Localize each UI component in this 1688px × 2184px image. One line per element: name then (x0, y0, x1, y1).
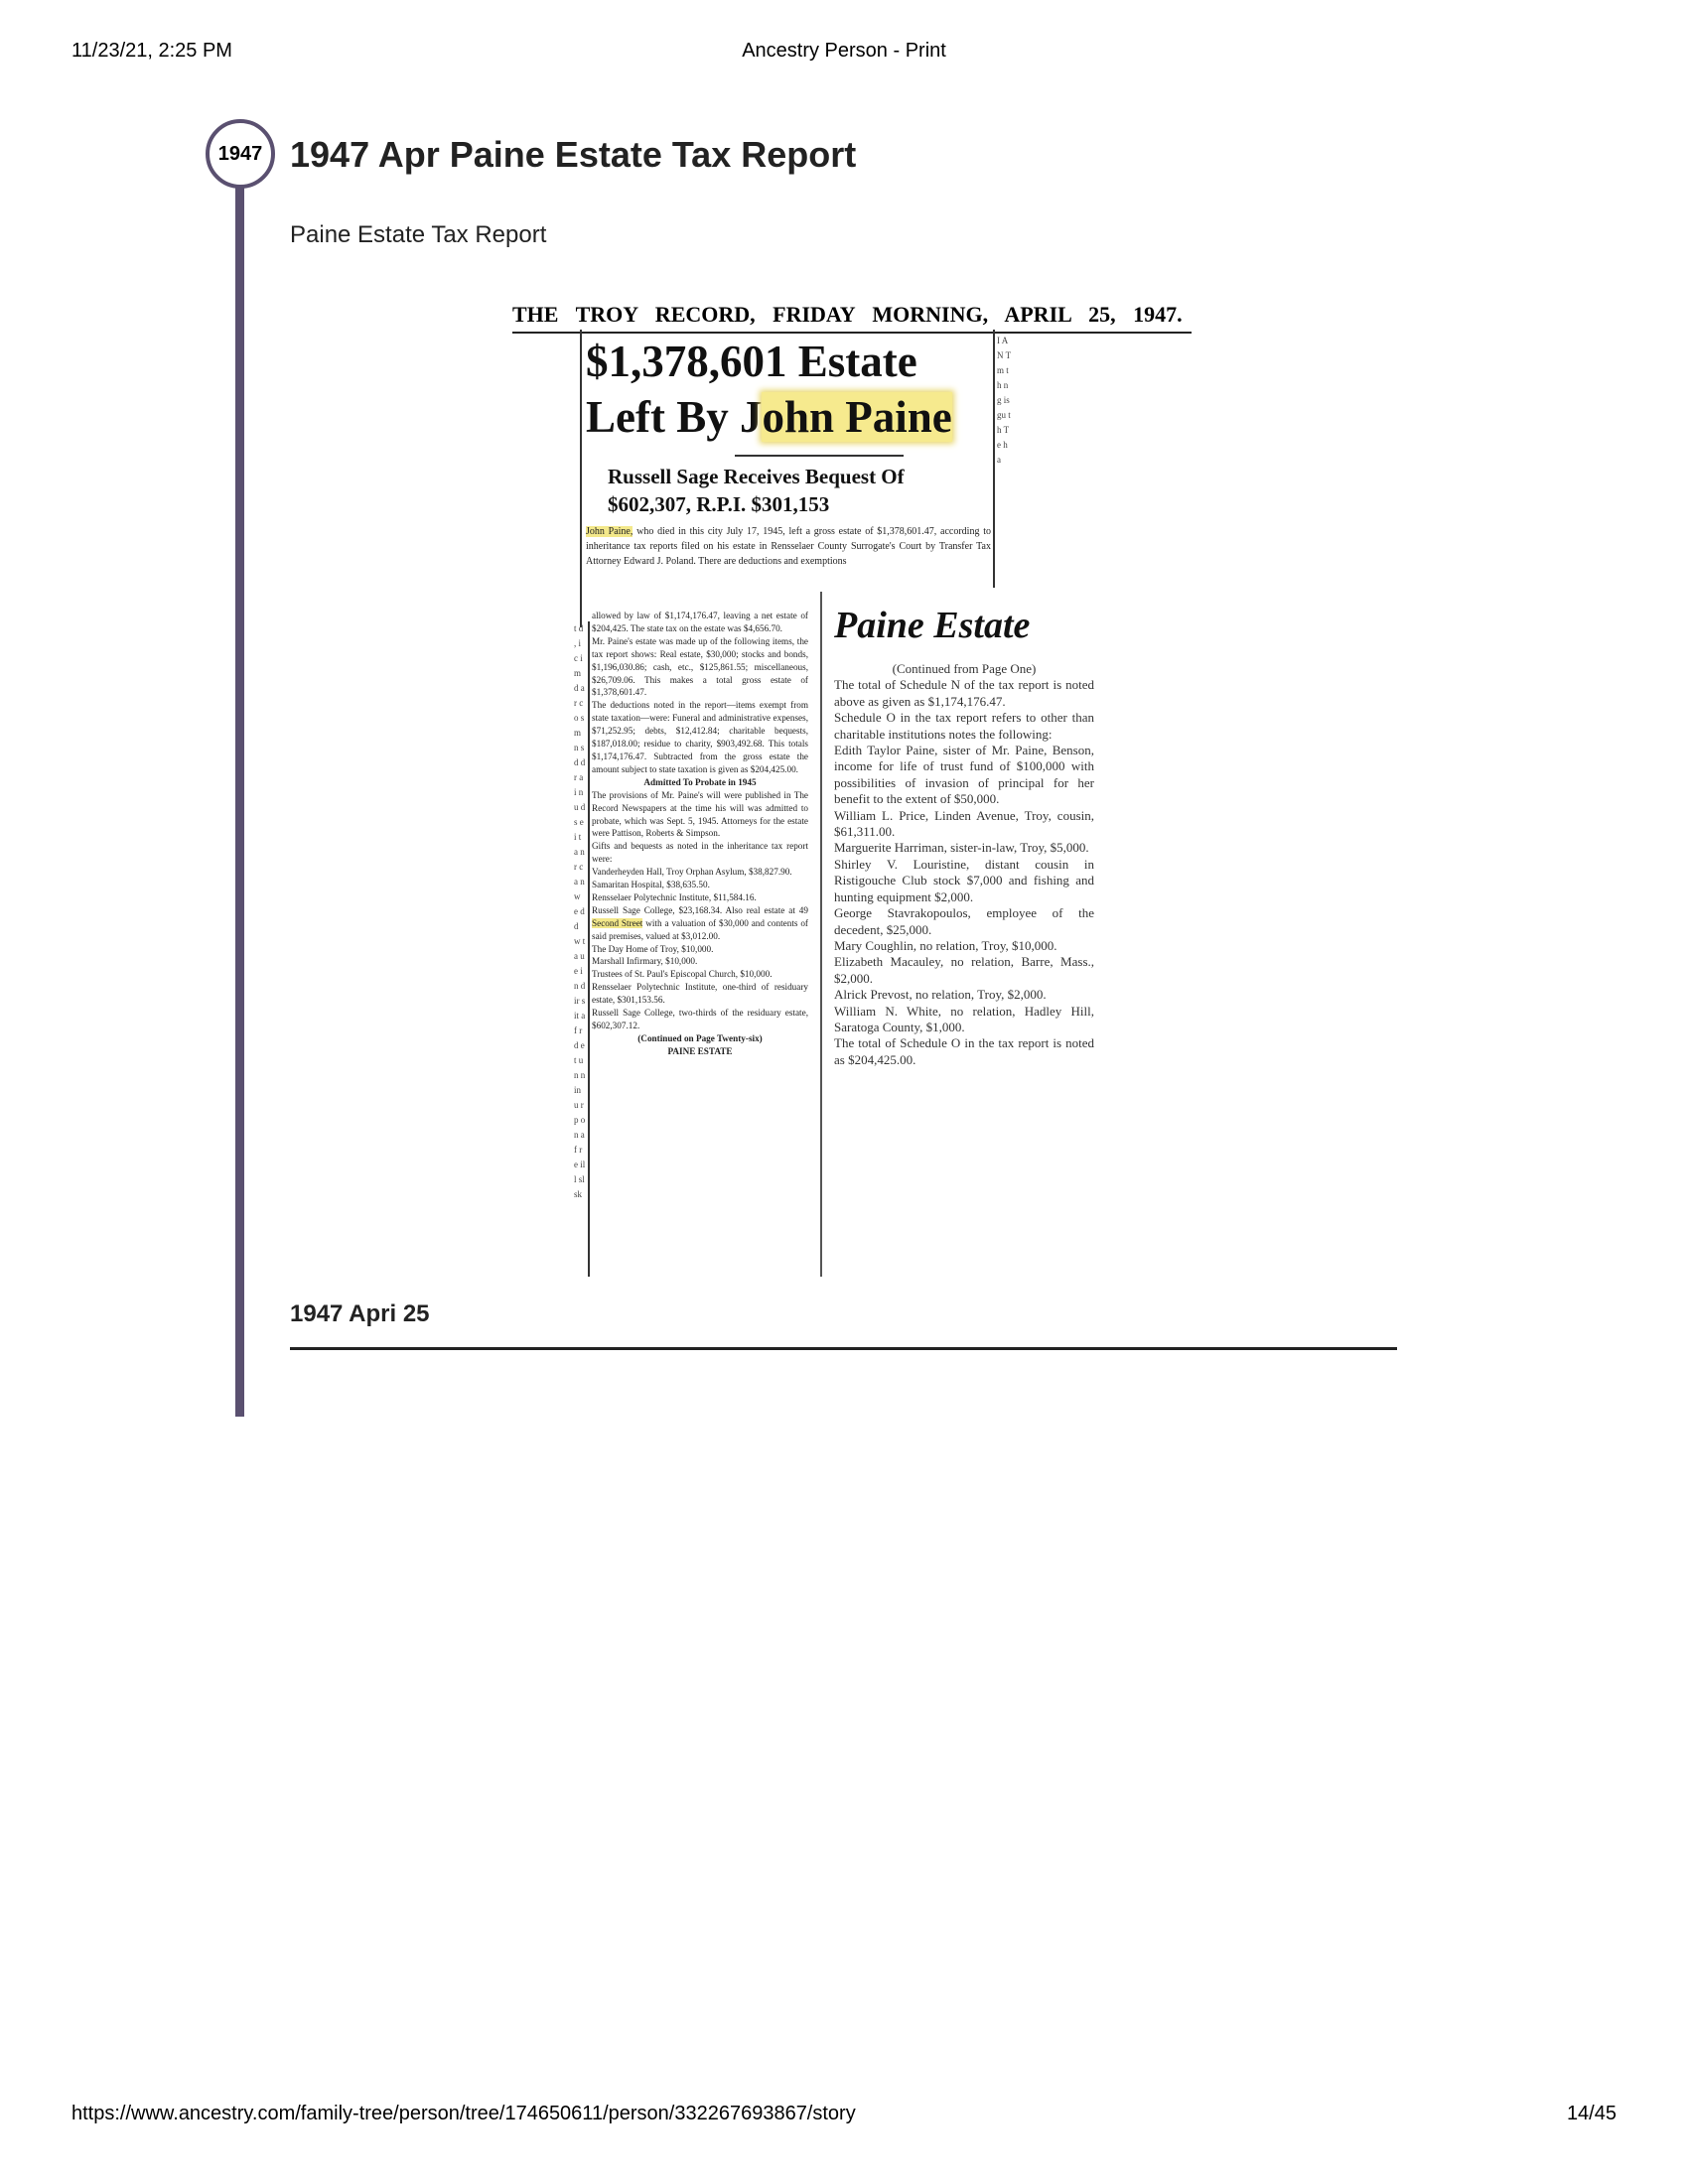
col2-paragraph: Edith Taylor Paine, sister of Mr. Paine, Benson, income for life of trust fund of $100,000 with possibilities of invasion of principal for her benefit to the extent of $50,000. (834, 743, 1094, 807)
col1-paragraph: allowed by law of $1,174,176.47, leaving a net estate of $204,425. The state tax on the estate was $4,656.70. (592, 611, 808, 633)
newspaper-masthead: THE TROY RECORD, FRIDAY MORNING, APRIL 25, 1947. (512, 302, 1192, 334)
timeline-line (235, 181, 244, 1417)
year-badge-label: 1947 (217, 142, 263, 165)
col1-highlight: Second Street (592, 917, 643, 928)
print-url: https://www.ancestry.com/family-tree/person/tree/174650611/person/332267693867/story (71, 2103, 856, 2124)
col1-text: Russell Sage College, $23,168.34. Also real estate at 49 (592, 904, 808, 915)
col2-paragraph: George Stavrakopoulos, employee of the decedent, $25,000. (834, 905, 1094, 937)
lead-text: who died in this city July 17, 1945, left a gross estate of $1,378,601.47, according to inheritance tax reports filed on his estate in Rensselaer County Surrogate's Court by Transfer Tax Attorney Edward J. Poland. There are deductions and exemptions (586, 526, 991, 567)
col2-paragraph: William N. White, no relation, Hadley Hill, Saratoga County, $1,000. (834, 1003, 1094, 1034)
paine-estate-title: Paine Estate (834, 605, 1031, 646)
lead-highlight: John Paine, (586, 526, 633, 537)
col1-paragraph: The Day Home of Troy, $10,000. (592, 943, 714, 954)
col2-paragraph: Shirley V. Louristine, distant cousin in Ristigouche Club stock $7,000 and fishing and hunting equipment $2,000. (834, 856, 1094, 904)
print-page-number: 14/45 (1566, 2103, 1617, 2124)
col1-paragraph: Samaritan Hospital, $38,635.50. (592, 880, 710, 890)
story-title: 1947 Apr Paine Estate Tax Report (290, 134, 857, 175)
col1-paragraph (592, 904, 808, 943)
story-date: 1947 Apri 25 (290, 1300, 430, 1327)
column-rule (993, 330, 995, 588)
headline-line-2 (586, 389, 952, 445)
col1-paragraph: Vanderheyden Hall, Troy Orphan Asylum, $38,827.90. (592, 867, 792, 878)
col1-paragraph: Rensselaer Polytechnic Institute, $11,584.16. (592, 891, 757, 902)
headline-rule (735, 455, 904, 457)
col1-paragraph: Rensselaer Polytechnic Institute, one-third of residuary estate, $301,153.56. (592, 982, 808, 1006)
col1-paragraph: The deductions noted in the report—items exempt from state taxation—were: Funeral and administrative expenses, $71,252.95; debts, $12,412.84; charitable bequests, $187,018.00; residue to charity, $903,492.68. This totals $1,174,176.47. Subtracted from the gross estate the amount subject to state taxation is given as $204,425.00. (592, 700, 808, 774)
col1-paragraph: Trustees of St. Paul's Episcopal Church, $10,000. (592, 969, 773, 980)
col2-paragraph: Schedule O in the tax report refers to other than charitable institutions notes the following: (834, 710, 1094, 742)
newspaper-clipping-image[interactable] (506, 294, 1201, 1281)
col2-paragraph: Alrick Prevost, no relation, Troy, $2,000. (834, 987, 1047, 1003)
col1-tag: PAINE ESTATE (667, 1045, 733, 1056)
headline-line-1: $1,378,601 Estate (586, 337, 917, 386)
story-subtitle: Paine Estate Tax Report (290, 221, 547, 248)
column-rule (588, 621, 590, 1277)
headline-highlight: ohn Paine (762, 392, 952, 442)
col1-paragraph: Mr. Paine's estate was made up of the following items, the tax report shows: Real estate, $30,000; stocks and bonds, $1,196,030.86; cash, etc., $125,861.55; miscellaneous, $26,709.06. This makes a total gross estate of $1,378,601.47. (592, 635, 808, 698)
right-margin-fragments: I A N T m th ng is gu th Te ha (997, 336, 1011, 465)
newspaper-column-1 (592, 610, 808, 1058)
col1-paragraph: Marshall Infirmary, $10,000. (592, 956, 698, 967)
col2-paragraph: The total of Schedule N of the tax report is noted above as given as $1,174,176.47. (834, 677, 1094, 709)
newspaper-subhead: Russell Sage Receives Bequest Of $602,307, R.P.I. $301,153 (608, 465, 905, 516)
headline-prefix: Left By J (586, 392, 763, 442)
print-datetime: 11/23/21, 2:25 PM (71, 40, 232, 62)
paine-estate-box (820, 592, 1100, 1277)
col2-paragraph: William L. Price, Linden Avenue, Troy, cousin, $61,311.00. (834, 807, 1094, 840)
left-margin-fragments: t d , i c i m d a r c o s m n s d d r a i n u d s e i t a n r c a n w e d d w t a u e i n d ir s it a f r d e t u n n in u r p o n af re ill sl sk (574, 623, 586, 1199)
col1-continued: (Continued on Page Twenty-six) (637, 1032, 763, 1043)
col1-subheading: Admitted To Probate in 1945 (643, 776, 757, 787)
print-page-title: Ancestry Person - Print (742, 40, 946, 62)
story-divider (290, 1347, 1397, 1350)
newspaper-headline (586, 334, 952, 445)
newspaper-lead-paragraph (586, 524, 991, 569)
col1-paragraph: Gifts and bequests as noted in the inheritance tax report were: (592, 841, 808, 865)
col2-paragraph: Mary Coughlin, no relation, Troy, $10,000. (834, 937, 1057, 953)
col2-continued: (Continued from Page One) (892, 661, 1037, 676)
col1-text: with a valuation of $30,000 and contents of said premises, valued at $3,012.00. (592, 917, 808, 941)
year-badge (206, 119, 275, 189)
col2-paragraph: Elizabeth Macauley, no relation, Barre, Mass., $2,000. (834, 954, 1094, 986)
newspaper-column-2 (834, 661, 1094, 1068)
column-rule (580, 330, 582, 627)
col1-paragraph: The provisions of Mr. Paine's will were published in The Record Newspapers at the time his will was admitted to probate, which was Sept. 5, 1945. Attorneys for the estate were Pattison, Roberts & Simpson. (592, 789, 808, 839)
col2-paragraph: Marguerite Harriman, sister-in-law, Troy, $5,000. (834, 840, 1089, 856)
col1-paragraph: Russell Sage College, two-thirds of the residuary estate, $602,307.12. (592, 1008, 808, 1030)
col2-paragraph: The total of Schedule O in the tax report is noted as $204,425.00. (834, 1035, 1094, 1067)
